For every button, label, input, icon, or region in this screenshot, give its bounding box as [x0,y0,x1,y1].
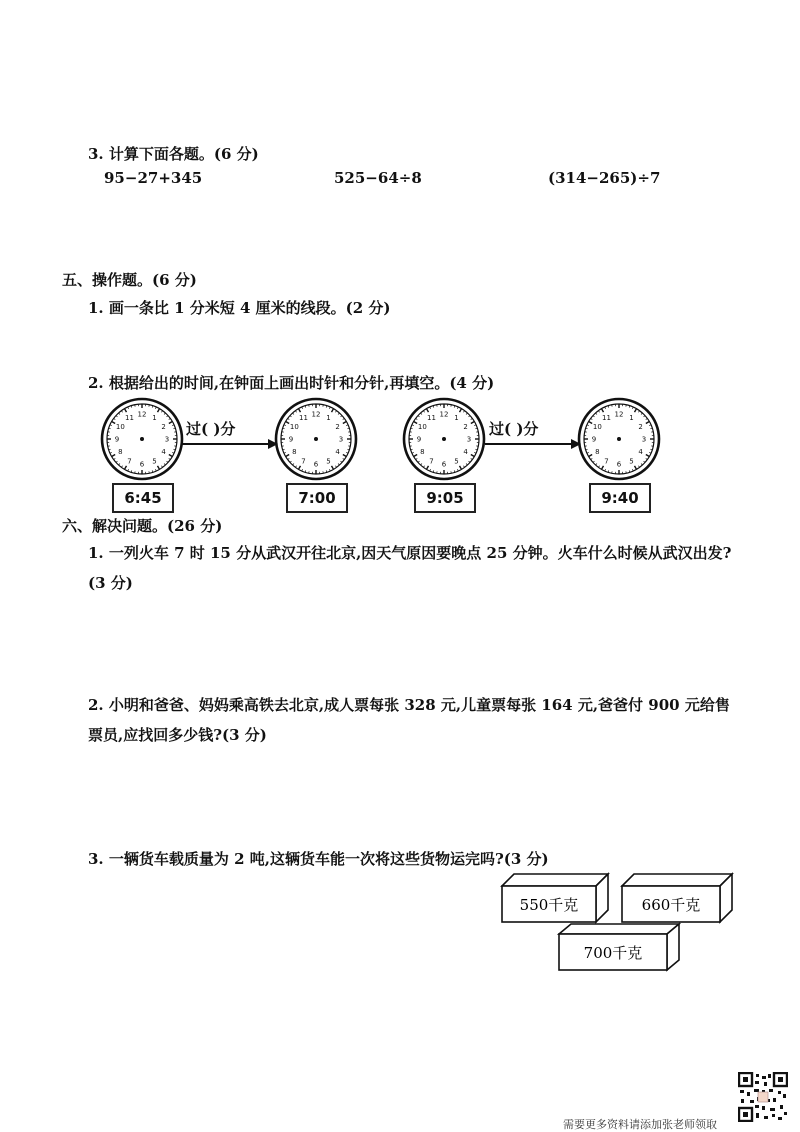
cargo-label-550: 550千克 [519,896,579,914]
clock-number: 12 [311,410,321,419]
clock-number: 1 [629,413,634,422]
expression-3: (314−265)÷7 [548,169,661,187]
clock-number: 11 [125,413,134,422]
clock-number: 12 [614,410,624,419]
clock-face-1[interactable] [100,397,184,481]
arrow-label-1: 过( )分 [186,420,236,438]
clock-number: 1 [326,413,331,422]
section6-q3: 3. 一辆货车载质量为 2 吨,这辆货车能一次将这些货物运完吗?(3 分) [88,850,549,868]
section6-q1: 1. 一列火车 7 时 15 分从武汉开往北京,因天气原因要晚点 25 分钟。火车什么时候从武汉出发?(3 分) [88,544,732,592]
clock-center-dot [140,437,144,441]
cargo-box-660 [620,872,734,924]
clock-center-dot [617,437,621,441]
clock-number: 4 [161,448,166,457]
section5-title: 五、操作题。(6 分) [62,271,197,289]
clock-number: 2 [463,423,468,432]
arrow-label-2: 过( )分 [489,420,539,438]
clock-number: 7 [127,457,132,466]
clock-number: 3 [338,435,344,444]
clock-face-4[interactable] [577,397,661,481]
clock-number: 3 [164,435,170,444]
clock-number: 5 [454,457,459,466]
clock-number: 1 [152,413,157,422]
clock-number: 5 [629,457,634,466]
clock-number: 10 [115,423,125,432]
cargo-label-700: 700千克 [583,944,643,962]
clock-number: 12 [137,410,147,419]
clock-number: 6 [616,460,622,469]
time-box-3: 9:05 [414,483,476,513]
clock-number: 6 [313,460,319,469]
clock-number: 12 [439,410,449,419]
clock-number: 10 [417,423,427,432]
clock-number: 6 [139,460,145,469]
clock-number: 10 [289,423,299,432]
clock-number: 7 [301,457,306,466]
clock-number: 11 [299,413,308,422]
clock-number: 8 [420,448,425,457]
clock-number: 8 [118,448,123,457]
clock-number: 6 [441,460,447,469]
cargo-label-660: 660千克 [641,896,701,914]
clock-number: 7 [429,457,434,466]
clock-number: 8 [292,448,297,457]
qr-code-icon[interactable] [738,1072,788,1122]
time-box-2: 7:00 [286,483,348,513]
clock-number: 9 [591,435,597,444]
clock-number: 10 [592,423,602,432]
clock-number: 7 [604,457,609,466]
expression-2: 525−64÷8 [334,169,422,187]
clock-number: 1 [454,413,459,422]
section6-title: 六、解决问题。(26 分) [62,517,223,535]
clock-face-2[interactable] [274,397,358,481]
clock-number: 8 [595,448,600,457]
footer-text: 需要更多资料请添加张老师领取 [563,1118,717,1131]
cargo-box-700 [557,922,681,972]
time-box-1: 6:45 [112,483,174,513]
cargo-box-550 [500,872,610,924]
clock-number: 3 [466,435,472,444]
clock-number: 4 [638,448,643,457]
time-box-4: 9:40 [589,483,651,513]
section5-q1: 1. 画一条比 1 分米短 4 厘米的线段。(2 分) [88,299,391,317]
clock-number: 3 [641,435,647,444]
clock-center-dot [442,437,446,441]
clock-number: 5 [152,457,157,466]
clock-number: 4 [463,448,468,457]
clock-number: 2 [161,423,166,432]
clock-number: 2 [335,423,340,432]
clock-center-dot [314,437,318,441]
section6-q2: 2. 小明和爸爸、妈妈乘高铁去北京,成人票每张 328 元,儿童票每张 164 元,爸爸付 900 元给售票员,应找回多少钱?(3 分) [88,696,730,744]
clock-number: 9 [288,435,294,444]
clock-number: 11 [602,413,611,422]
clock-face-3[interactable] [402,397,486,481]
expression-1: 95−27+345 [104,169,203,187]
clock-number: 9 [114,435,120,444]
section5-q2: 2. 根据给出的时间,在钟面上画出时针和分针,再填空。(4 分) [88,374,495,392]
clock-number: 11 [427,413,436,422]
clock-number: 5 [326,457,331,466]
clock-number: 9 [416,435,422,444]
clock-number: 2 [638,423,643,432]
q3-title: 3. 计算下面各题。(6 分) [88,145,259,163]
clock-number: 4 [335,448,340,457]
